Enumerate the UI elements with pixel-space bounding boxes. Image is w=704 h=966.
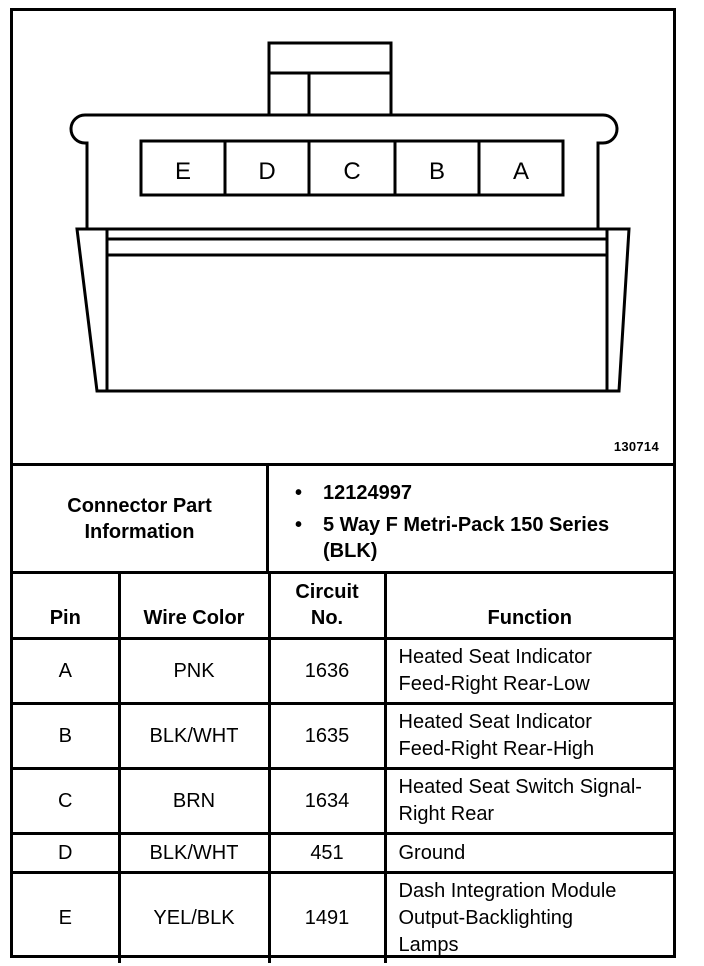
pin-table <box>13 571 673 963</box>
cell-pin: B <box>13 704 119 769</box>
cell-function: Dash Integration Module Output-Backlighting Lamps <box>385 873 673 963</box>
cell-wire-color: BRN <box>119 769 269 834</box>
cell-circuit: 1491 <box>269 873 385 963</box>
connector-info-list <box>269 466 673 571</box>
figure-id: 130714 <box>613 439 659 454</box>
table-row <box>13 834 673 873</box>
header-wire-color: Wire Color <box>119 573 269 639</box>
cell-function: Heated Seat Indicator Feed-Right Rear-Low <box>385 639 673 704</box>
pin-label-c: C <box>343 158 361 185</box>
connector-drawing <box>13 11 673 463</box>
document-frame <box>10 8 676 958</box>
cell-wire-color: BLK/WHT <box>119 704 269 769</box>
pin-label-d: D <box>258 158 276 185</box>
connector-body <box>77 229 629 391</box>
pin-label-b: B <box>428 158 446 185</box>
cell-function: Ground <box>385 834 673 873</box>
cell-pin: E <box>13 873 119 963</box>
connector-figure <box>13 11 673 463</box>
cell-pin: A <box>13 639 119 704</box>
cell-wire-color: PNK <box>119 639 269 704</box>
cell-wire-color: YEL/BLK <box>119 873 269 963</box>
header-pin: Pin <box>13 573 119 639</box>
connector-info-item: • 12124997 <box>309 480 623 506</box>
pin-label-a: A <box>512 158 530 185</box>
connector-latch <box>269 43 391 115</box>
connector-info-item: • 5 Way F Metri-Pack 150 Series (BLK) <box>309 512 623 564</box>
cell-function: Heated Seat Switch Signal-Right Rear <box>385 769 673 834</box>
table-row <box>13 873 673 963</box>
part-number: 12124997 <box>323 482 412 504</box>
cell-circuit: 1635 <box>269 704 385 769</box>
cell-circuit: 1634 <box>269 769 385 834</box>
cell-wire-color: BLK/WHT <box>119 834 269 873</box>
table-row <box>13 639 673 704</box>
connector-info-label: Connector Part Information <box>67 494 212 543</box>
connector-info-label-cell <box>13 466 269 571</box>
cell-function: Heated Seat Indicator Feed-Right Rear-High <box>385 704 673 769</box>
table-header-row <box>13 573 673 639</box>
cell-circuit: 451 <box>269 834 385 873</box>
cell-circuit: 1636 <box>269 639 385 704</box>
table-row <box>13 769 673 834</box>
connector-part-info <box>13 463 673 571</box>
cell-pin: D <box>13 834 119 873</box>
connector-description: 5 Way F Metri-Pack 150 Series (BLK) <box>323 514 610 562</box>
header-function: Function <box>385 573 673 639</box>
header-circuit: Circuit No. <box>269 573 385 639</box>
cell-pin: C <box>13 769 119 834</box>
pin-label-e: E <box>174 158 192 185</box>
table-row <box>13 704 673 769</box>
